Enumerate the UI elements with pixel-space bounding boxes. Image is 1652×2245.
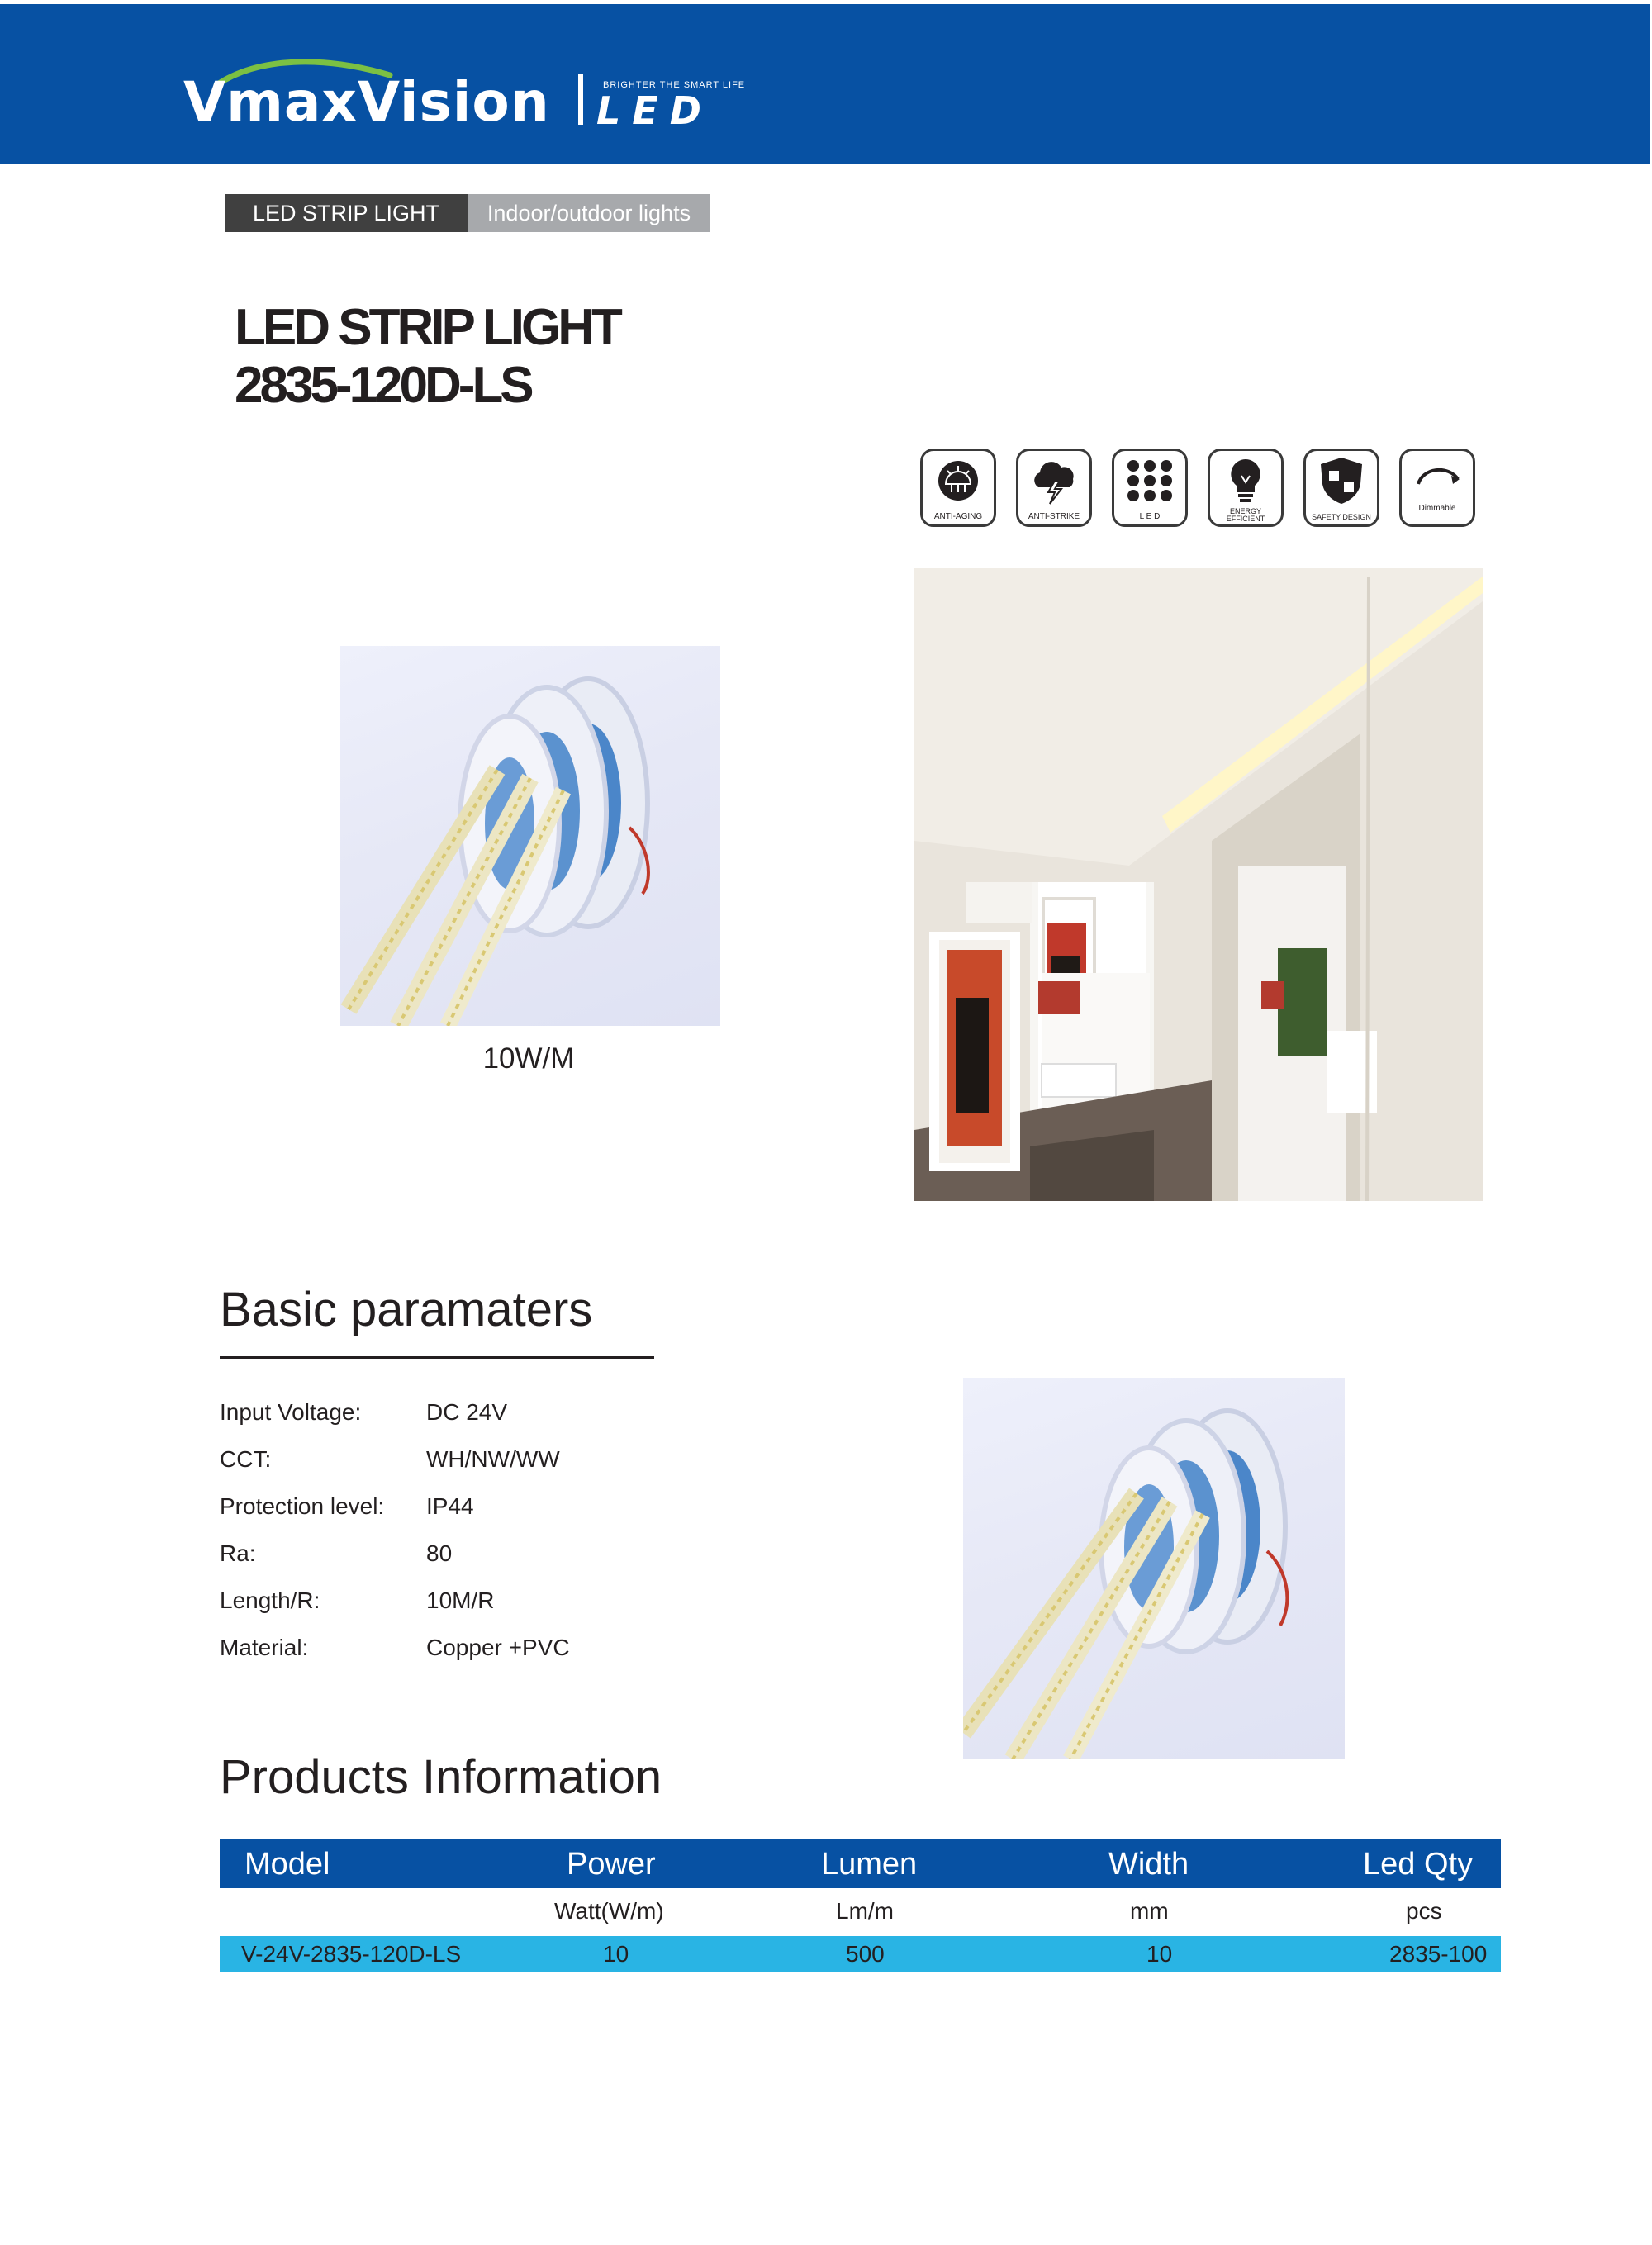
brand-name: VmaxVision	[183, 70, 550, 134]
param-row	[220, 1588, 715, 1621]
param-key: Material:	[220, 1635, 309, 1660]
param-row	[220, 1446, 715, 1479]
table-row	[220, 1936, 1501, 1972]
param-row	[220, 1635, 715, 1668]
feature-label: SAFETY DESIGN	[1312, 513, 1371, 521]
feature-led	[1112, 449, 1188, 527]
column-header: Width	[1108, 1847, 1189, 1882]
logo-divider	[578, 74, 583, 125]
light-bulb-icon	[1217, 456, 1275, 505]
param-row	[220, 1399, 715, 1432]
dimmer-arc-icon	[1408, 456, 1466, 505]
product-title-line1: LED STRIP LIGHT	[235, 299, 620, 356]
table-units-row	[220, 1888, 1501, 1936]
header-banner	[0, 4, 1650, 164]
column-header: Lumen	[821, 1847, 918, 1882]
led-strip-reel-image	[963, 1378, 1345, 1759]
column-header: Led Qty	[1363, 1847, 1474, 1882]
table-header-row	[220, 1839, 1501, 1888]
products-information-heading: Products Information	[220, 1750, 662, 1804]
model-cell: V-24V-2835-120D-LS	[241, 1941, 462, 1967]
led-qty-cell: 2835-100	[1389, 1941, 1488, 1967]
cloud-lightning-icon	[1025, 456, 1083, 505]
unit-cell: mm	[1130, 1898, 1169, 1924]
feature-label: Dimmable	[1418, 504, 1456, 513]
product-reel-photo	[340, 646, 720, 1026]
unit-cell: pcs	[1406, 1898, 1442, 1924]
feature-anti-aging	[920, 449, 996, 527]
interior-hallway-image	[914, 568, 1483, 1201]
param-key: CCT:	[220, 1446, 272, 1472]
power-cell: 10	[603, 1941, 629, 1967]
category-tab-primary[interactable]: LED STRIP LIGHT	[225, 194, 468, 232]
interior-application-photo	[914, 568, 1483, 1201]
param-value: Copper +PVC	[426, 1635, 570, 1660]
product-title-line2: 2835-120D-LS	[235, 357, 531, 414]
param-key: Length/R:	[220, 1588, 320, 1613]
product-reel-photo-2	[963, 1378, 1345, 1759]
sun-dial-icon	[929, 456, 987, 505]
feature-dimmable	[1399, 449, 1475, 527]
param-row	[220, 1540, 715, 1573]
product-title	[235, 299, 620, 415]
param-row	[220, 1493, 715, 1526]
feature-label: ENERGY EFFICIENT	[1226, 507, 1265, 523]
column-header: Power	[567, 1847, 656, 1882]
unit-cell: Watt(W/m)	[554, 1898, 664, 1924]
lumen-cell: 500	[846, 1941, 885, 1967]
param-key: Input Voltage:	[220, 1399, 362, 1425]
param-key: Protection level:	[220, 1493, 385, 1519]
basic-parameters-heading: Basic paramaters	[220, 1283, 593, 1336]
unit-cell: Lm/m	[836, 1898, 894, 1924]
param-value: DC 24V	[426, 1399, 508, 1425]
column-header: Model	[244, 1847, 330, 1882]
led-wordmark: LED	[596, 88, 713, 133]
feature-label: ANTI-AGING	[933, 512, 983, 521]
feature-label: L E D	[1139, 512, 1161, 521]
led-strip-reel-image	[340, 646, 720, 1026]
param-key: Ra:	[220, 1540, 256, 1566]
param-value: WH/NW/WW	[426, 1446, 560, 1472]
shield-icon	[1313, 456, 1370, 505]
category-tab-secondary[interactable]: Indoor/outdoor lights	[468, 194, 710, 232]
feature-safety-design	[1303, 449, 1379, 527]
param-value: 10M/R	[426, 1588, 495, 1613]
param-value: IP44	[426, 1493, 474, 1519]
heading-underline	[220, 1356, 654, 1359]
feature-label: ANTI-STRIKE	[1028, 512, 1080, 521]
feature-energy-efficient	[1208, 449, 1284, 527]
power-caption: 10W/M	[482, 1042, 575, 1075]
led-dots-icon	[1121, 456, 1179, 505]
width-cell: 10	[1146, 1941, 1173, 1967]
brand-tagline: BRIGHTER THE SMART LIFE	[603, 80, 746, 90]
feature-anti-strike	[1016, 449, 1092, 527]
param-value: 80	[426, 1540, 453, 1566]
